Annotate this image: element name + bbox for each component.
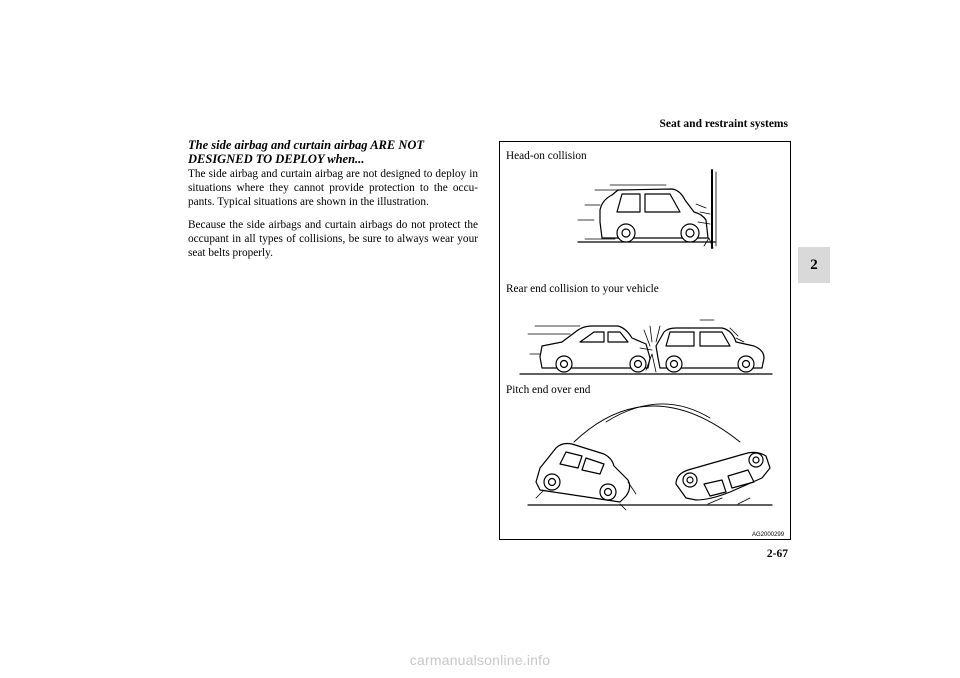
section-heading-line-1: The side airbag and curtain airbag ARE NOT [188, 138, 425, 152]
chapter-tab-number: 2 [810, 256, 818, 273]
label-pitch-end-over-end: Pitch end over end [506, 384, 591, 396]
figure-id: AG2000299 [752, 532, 785, 538]
collision-illustration [499, 141, 791, 540]
section-heading-line-2: DESIGNED TO DEPLOY when... [188, 152, 365, 166]
section-heading [188, 138, 478, 166]
body-paragraph-1: The side airbag and curtain airbag are not designed to deploy in situations where they cannot provide protection to the occu-pants. Typical situations are shown in the illustration. [188, 168, 478, 209]
footer-watermark: carmanualsonline.info [409, 652, 551, 668]
label-rear-end-collision: Rear end collision to your vehicle [506, 283, 659, 295]
running-header: Seat and restraint systems [659, 118, 788, 130]
body-paragraph-2: Because the side airbags and curtain airbags do not protect the occupant in all types of collisions, be sure to always wear your seat belts properly. [188, 218, 478, 260]
pitch-end-over-end-drawing [528, 404, 772, 510]
main-text-column [188, 138, 478, 268]
label-head-on-collision: Head-on collision [506, 150, 587, 162]
chapter-tab [798, 247, 830, 283]
page-number: 2-67 [766, 548, 788, 560]
head-on-collision-drawing [578, 170, 716, 248]
rear-end-collision-drawing [520, 320, 772, 374]
collision-illustration-svg [500, 142, 792, 541]
